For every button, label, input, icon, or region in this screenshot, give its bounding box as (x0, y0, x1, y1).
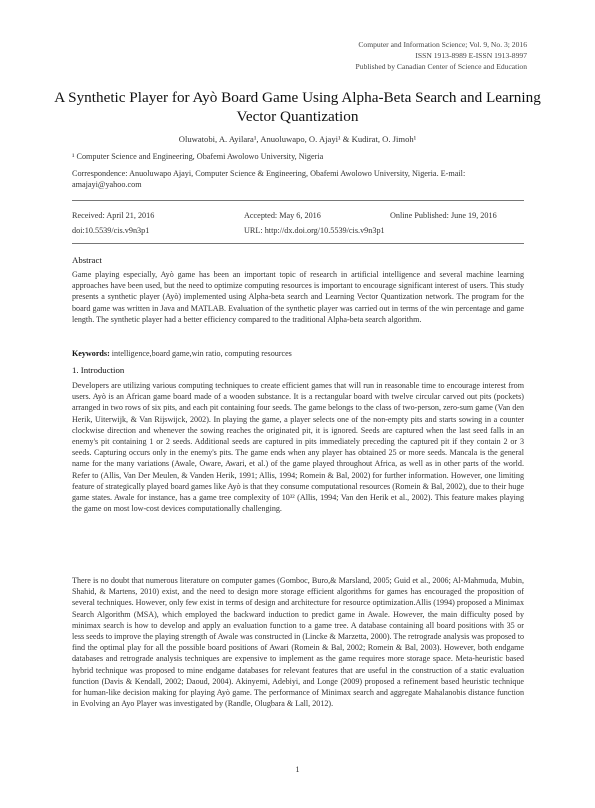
published-date: Online Published: June 19, 2016 (390, 211, 497, 220)
introduction-paragraph-1: Developers are utilizing various computing techniques to create efficient games that will run in reasonable time to encourage interest from users. Ayò is an African game board made of a wooden substance. It is a rectangular board with twelve circular carved out pits (pockets) arranged in two rows of six pits, and each pit containing four seeds. The game belongs to the class of two-person, zero-sum game (Van den Herik, Uiterwijk, & Van Rijswijck, 2002). In playing the game, a player selects one of the non-empty pits and starts sowing in a counter clockwise direction and whenever the sowing reaches the originated pit, it is ignored. Seeds are captured when the last seed falls in an enemy's pit containing 1 or 2 seeds. Additional seeds are captured in pits immediately preceding the captured pit if they contain 2 or 3 seeds. Capturing occurs only in the enemy's pits. The game ends when any player has obtained 25 or more seeds. Mancala is the general name for the many variations (Awale, Oware, Awari, et al.) of the game played throughout Africa, as well as in other parts of the world. Refer to (Allis, Van Der Meulen, & Vanden Herik, 1991; Allis, 1994; Romein & Bal, 2002) for further information. However, one limiting feature of strategically played board games like Ayò is that they consume computational resources (Romein & Bal, 2002), due to their huge game states. Awale for instance, has a game tree complexity of 10³² (Allis, 1994; Van den Herik et al., 2002). This feature makes playing the game on most low-cost devices computationally challenging. (72, 381, 524, 514)
keywords (72, 349, 292, 358)
accepted-date: Accepted: May 6, 2016 (244, 211, 321, 220)
received-date: Received: April 21, 2016 (72, 211, 155, 220)
introduction-heading: 1. Introduction (72, 365, 125, 375)
article-url[interactable]: URL: http://dx.doi.org/10.5539/cis.v9n3p1 (244, 226, 385, 235)
author-list: Oluwatobi, A. Ayilara¹, Anuoluwapo, O. Ajayi¹ & Kudirat, O. Jimoh¹ (178, 134, 417, 144)
publisher-line: Published by Canadian Center of Science and Education (355, 62, 527, 71)
abstract-text: Game playing especially, Ayò game has been an important topic of research in artificial intelligence and several machine learning approaches have been used, but the need to optimize computing resources is important to encourage significant interest of users. This study presents a synthetic player (Ayò) implemented using Alpha-beta search and Learning Vector Quantization network. The program for the board game was written in Java and MATLAB. Evaluation of the synthetic player was carried out in terms of the win percentage and game length. The synthetic player had a better efficiency compared to the traditional Alpha-beta search algorithm. (72, 270, 524, 324)
keywords-text: intelligence,board game,win ratio, computing resources (111, 349, 292, 358)
correspondence: Correspondence: Anuoluwapo Ajayi, Computer Science & Engineering, Obafemi Awolowo University, Nigeria. E-mail: amajayi@yahoo.com (72, 169, 466, 189)
paper-title: A Synthetic Player for Ayò Board Game Using Alpha-Beta Search and Learning Vector Quantization (54, 89, 541, 125)
divider-top (72, 200, 524, 201)
affiliation: ¹ Computer Science and Engineering, Obafemi Awolowo University, Nigeria (72, 152, 324, 161)
abstract-heading: Abstract (72, 255, 102, 265)
introduction-paragraph-2: There is no doubt that numerous literature on computer games (Gomboc, Buro,& Marsland, 2005; Guid et al., 2006; Al-Mahmuda, Mubin, Shahid, & Martens, 2010) exist, and the need to design more storage efficient algorithms for games has encouraged the proposition of several techniques. However, only few exist in terms of design and architecture for resource optimization.Allis (1994) proposed a Minimax Search Algorithm (MSA), which employed the backward induction to predict game in Awale. However, the main difficulty posed by minimax search is how to develop and apply an evaluation function to a game tree. A database containing all board positions with 35 or less seeds to improve the playing strength of Awale was constructed in (Lincke & Marzetta, 2000). The retrograde analysis was proposed to find the optimal play for all the possible board positions of Awari (Romein & Bal, 2002; Romein & Bal, 2003). However, both endgame databases and retrograde analysis techniques are expensive to implement as the game requires more storage space. Meta-heuristic based hybrid technique was proposed to mine endgame databases for relevant features that are useful in the construction of a static evaluation function (Davis & Kendall, 2002; Daoud, 2004). Akinyemi, Adebiyi, and Longe (2009) proposed a refinement based heuristic technique for human-like decision making for playing Ayò game. The performance of Minimax search and aggregate Mahalanobis distance function in Evolving an Ayo Player was investigated by (Randle, Olugbara & Lall, 2012). (72, 576, 525, 709)
doi[interactable]: doi:10.5539/cis.v9n3p1 (72, 226, 150, 235)
journal-header-line: Computer and Information Science; Vol. 9, No. 3; 2016 (358, 40, 527, 49)
keywords-label: Keywords: (72, 349, 110, 358)
issn-line: ISSN 1913-8989 E-ISSN 1913-8997 (415, 51, 527, 60)
page-number: 1 (295, 765, 300, 774)
divider-bottom (72, 243, 524, 244)
